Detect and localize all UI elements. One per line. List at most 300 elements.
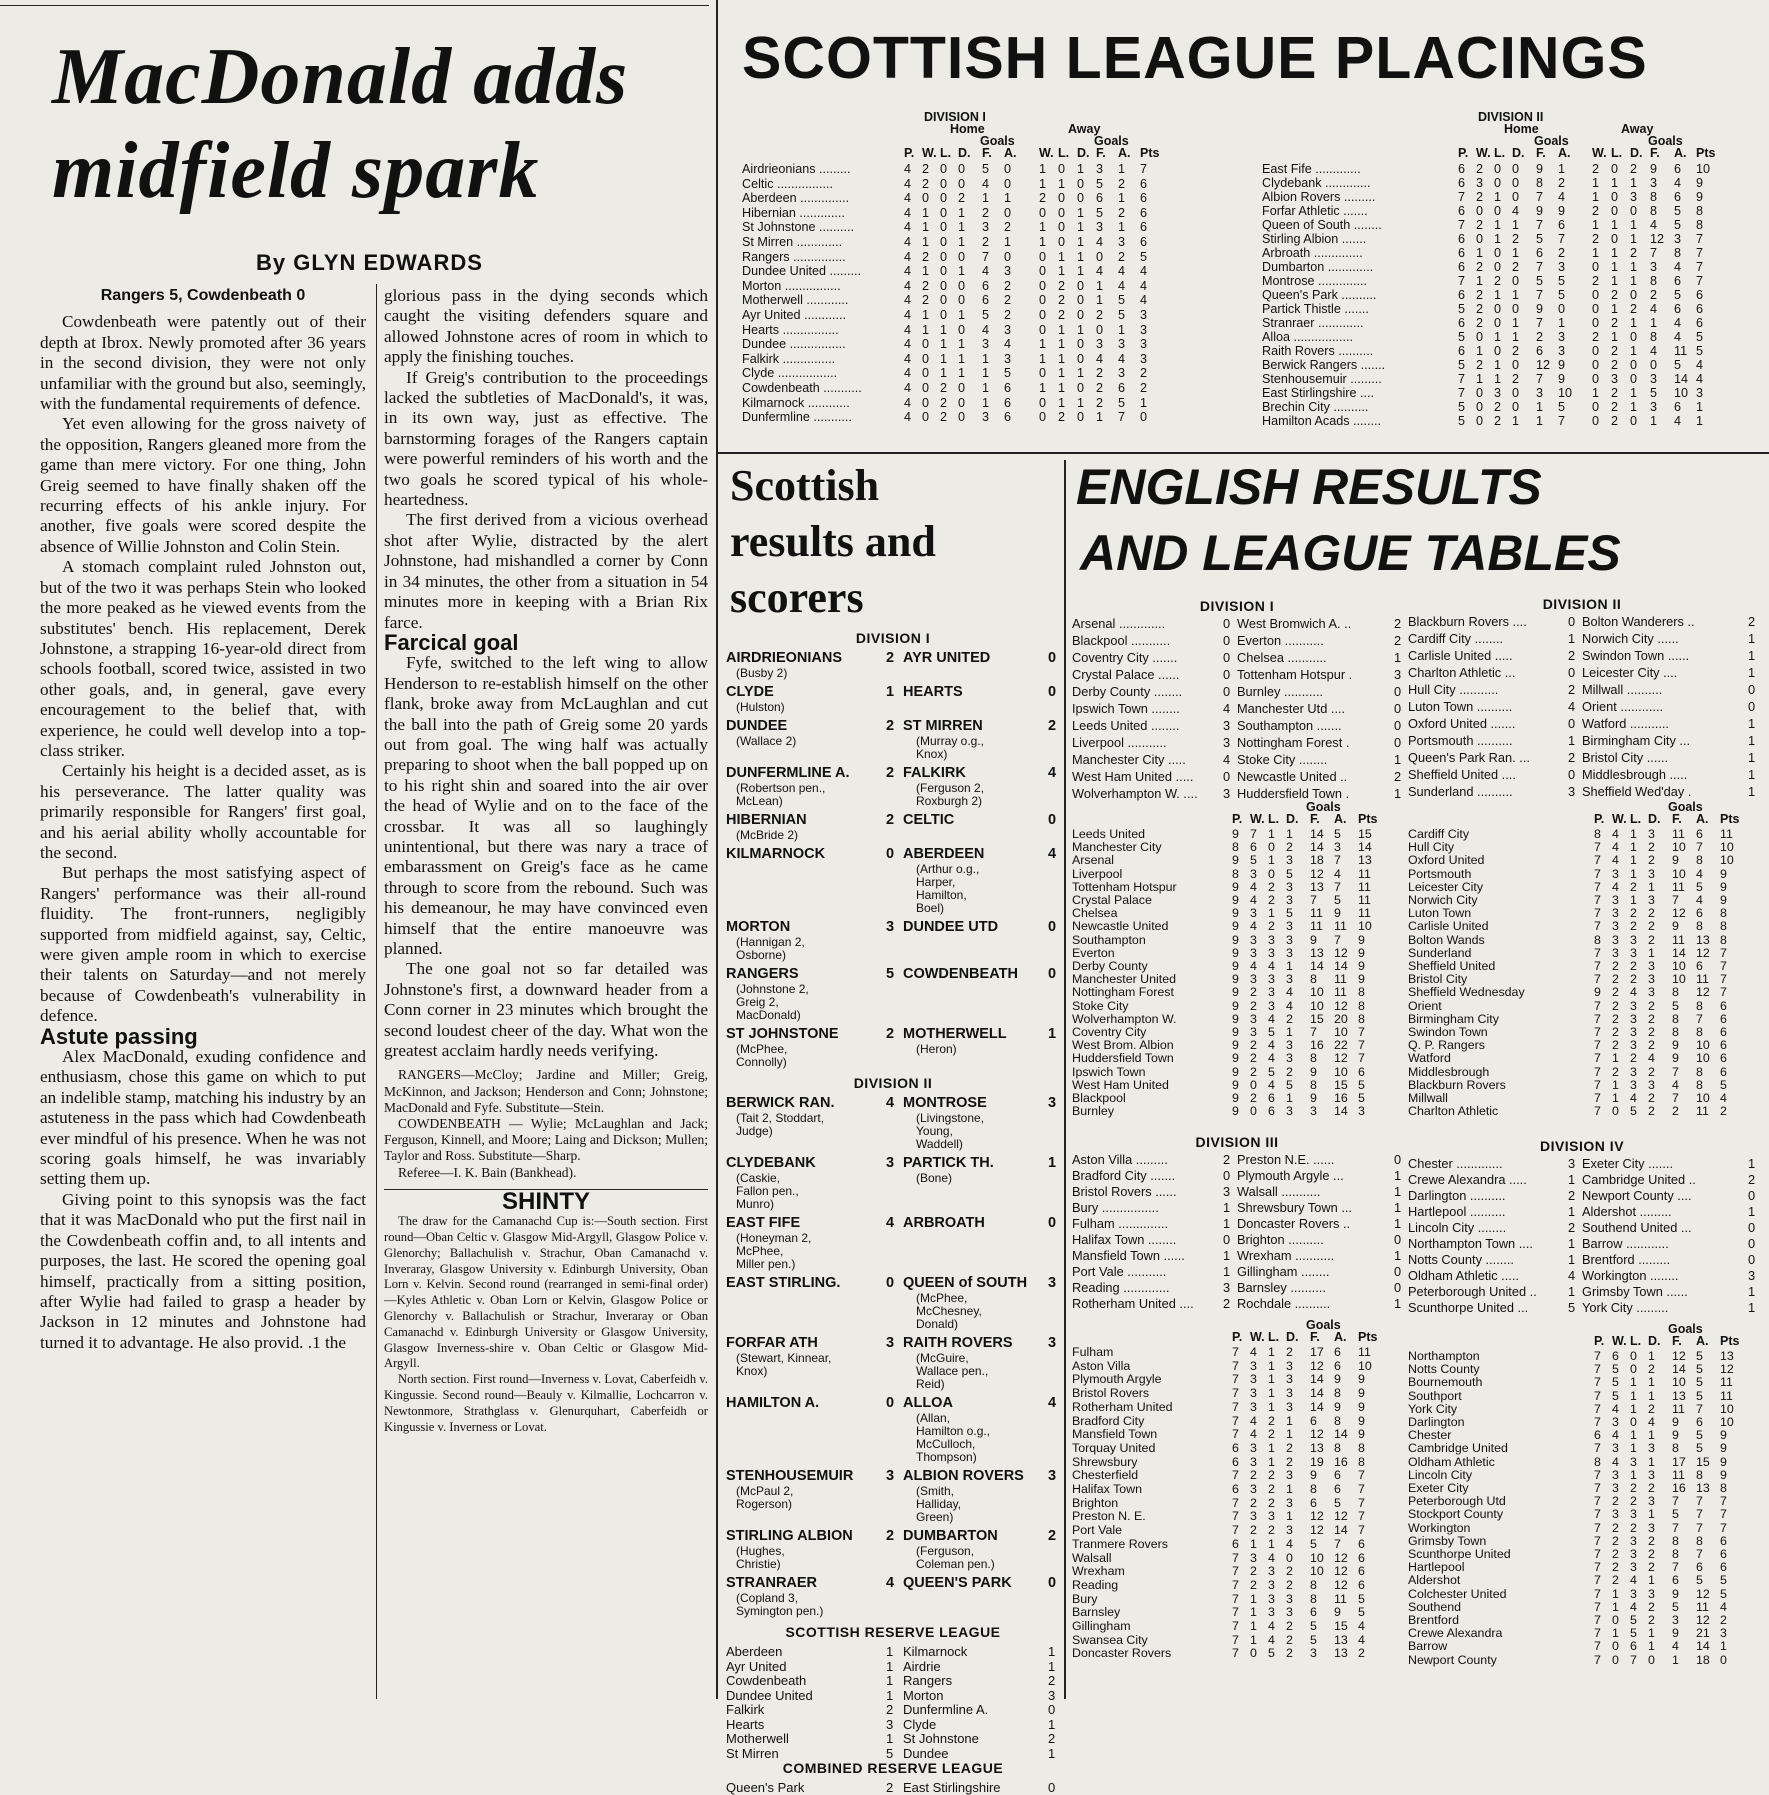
stat-cell: 7	[1720, 1507, 1727, 1522]
stat-cell: 1	[1630, 400, 1638, 414]
away-score: 1	[1048, 1026, 1057, 1042]
stat-cell: 0	[1512, 190, 1520, 204]
team-name: Rotherham United	[1072, 1399, 1173, 1414]
stat-cell: 2	[922, 278, 930, 293]
stat-cell: 3	[982, 337, 990, 352]
stat-cell: 2	[922, 293, 930, 308]
scorer: Judge)	[736, 1124, 773, 1138]
stat-cell: 0	[1494, 204, 1502, 218]
stat-cell: 3	[1630, 1454, 1637, 1469]
home-score: 3	[886, 1716, 894, 1732]
stat-cell: 2	[1250, 1468, 1257, 1483]
stat-cell: 5	[1458, 330, 1466, 344]
home-team: Sunderland ..........	[1408, 784, 1513, 799]
stat-cell: 12	[1334, 1051, 1348, 1066]
stat-cell: 4	[1268, 1051, 1275, 1066]
stat-cell: 6	[1720, 1547, 1727, 1561]
home-score: 2	[886, 1780, 894, 1795]
stat-cell: 6	[1458, 162, 1466, 176]
stat-cell: 5	[1358, 1605, 1365, 1620]
stat-cell: 2	[1630, 162, 1638, 176]
home-team: Ipswich Town ........	[1072, 701, 1180, 716]
stat-cell: 3	[1250, 1372, 1257, 1387]
column-header: L.	[1630, 1334, 1642, 1348]
stat-cell: 6	[1458, 260, 1466, 274]
stat-cell: 2	[1630, 1481, 1637, 1495]
stat-cell: 7	[1696, 1401, 1703, 1416]
home-score: 2	[886, 765, 895, 781]
stat-cell: 9	[1536, 162, 1544, 176]
stat-cell: 10	[1334, 1025, 1348, 1039]
stat-cell: 7	[1232, 1386, 1239, 1401]
stat-cell: 0	[940, 191, 948, 206]
stat-cell: 8	[1720, 932, 1727, 947]
stat-cell: 5	[1458, 302, 1466, 316]
stat-cell: 3	[1250, 1386, 1257, 1401]
home-score: 0	[1568, 716, 1576, 731]
team-name: Cowdenbeath ...........	[742, 381, 862, 395]
team-name: Crewe Alexandra	[1408, 1626, 1503, 1641]
away-team: PARTICK TH.	[903, 1155, 994, 1171]
stat-cell: 12	[1334, 1564, 1348, 1579]
home-team: Dundee United	[726, 1687, 813, 1703]
away-score: 3	[1048, 1275, 1057, 1291]
stat-cell: 8	[1232, 866, 1239, 881]
stat-cell: 0	[1004, 162, 1012, 176]
results-section-title: DIVISION II	[853, 1075, 933, 1091]
stat-cell: 6	[1358, 1577, 1365, 1592]
team-name: Bristol Rovers	[1072, 1386, 1150, 1401]
stat-cell: 2	[1118, 249, 1126, 264]
column-header: D.	[1077, 146, 1090, 160]
stat-cell: 14	[1672, 945, 1686, 960]
away-team: Aldershot .........	[1582, 1204, 1672, 1219]
scorer: (Busby 2)	[736, 666, 788, 680]
stat-cell: 7	[1594, 1091, 1601, 1105]
team-name: West Ham United	[1072, 1077, 1169, 1092]
stat-cell: 7	[1232, 1509, 1239, 1524]
stat-cell: 3	[1630, 1011, 1637, 1026]
home-score: 1	[886, 1673, 894, 1688]
stat-cell: 1	[1512, 288, 1520, 302]
column-header: L.	[940, 146, 952, 160]
stat-cell: 2	[1592, 330, 1600, 344]
stat-cell: 6	[1720, 1064, 1727, 1079]
stat-cell: 1	[1630, 827, 1637, 841]
stat-cell: 1	[1058, 395, 1066, 410]
stat-cell: 4	[1650, 344, 1658, 358]
stat-cell: 1	[1612, 1051, 1619, 1066]
stat-cell: 6	[1140, 176, 1148, 191]
away-score: 1	[1394, 1168, 1402, 1183]
stat-cell: 1	[922, 264, 930, 279]
stat-cell: 9	[1232, 959, 1239, 973]
stat-cell: 6	[1696, 1560, 1703, 1575]
stat-cell: 9	[1672, 1415, 1679, 1429]
stat-cell: 2	[1612, 1038, 1619, 1053]
away-team: ABERDEEN	[903, 846, 985, 862]
scorer: (McPaul 2,	[736, 1484, 794, 1498]
stat-cell: 9	[1696, 176, 1704, 190]
stat-cell: 8	[1696, 1467, 1703, 1482]
stat-cell: 10	[1720, 1415, 1734, 1429]
stat-cell: 6	[1674, 162, 1682, 176]
team-name: Clydebank .............	[1262, 176, 1371, 190]
away-score: 0	[1394, 701, 1402, 716]
stat-cell: 4	[1286, 998, 1293, 1013]
table-row	[742, 337, 1170, 352]
away-team: Plymouth Argyle ...	[1237, 1168, 1344, 1183]
home-team: Derby County ........	[1072, 684, 1183, 699]
home-team: Crewe Alexandra .....	[1408, 1172, 1527, 1187]
stat-cell: 3	[1648, 893, 1655, 907]
stat-cell: 12	[1696, 985, 1710, 1000]
stat-cell: 2	[1118, 176, 1126, 191]
stat-cell: 4	[982, 264, 990, 279]
away-team: Newport County ....	[1582, 1188, 1692, 1203]
team-name: Dundee ................	[742, 337, 846, 352]
team-name: Hearts ................	[742, 322, 839, 337]
stat-cell: 7	[1232, 1345, 1239, 1359]
stat-cell: 11	[1720, 827, 1733, 841]
stat-cell: 12	[1334, 945, 1348, 960]
scorer: Osborne)	[736, 948, 787, 962]
stat-cell: 4	[1358, 1619, 1365, 1633]
team-name: Aston Villa	[1072, 1358, 1131, 1373]
team-name: St Mirren .............	[742, 235, 843, 249]
stat-cell: 3	[1358, 1104, 1365, 1119]
stat-cell: 5	[1334, 893, 1341, 907]
stat-cell: 2	[1630, 1494, 1637, 1509]
stat-cell: 1	[1630, 344, 1638, 358]
stat-cell: 3	[1286, 1523, 1293, 1538]
stat-cell: 3	[1268, 1509, 1275, 1524]
stat-cell: 7	[1594, 866, 1601, 881]
stat-cell: 7	[1594, 893, 1601, 907]
stat-cell: 0	[1096, 322, 1104, 337]
article-paragraph: Fyfe, switched to the left wing to allow Henderson to re-establish himself on the other flank, broke away from McLaughlan and cut the ball into the path of Greig some 20 yards out from goal. The wing half was actually preparing to shoot when the ball popped up on to his right shin and soared into the air over the head of Wylie and on to the face of the crossbar. It was all so laughingly unintentional, but there was nary a trace of embarassment on Greig's face as he came through to score from the rebound. Such was his demeanour, he may have convinced even himself that the entire manoeuvre was planned.	[384, 653, 708, 958]
stat-cell: 12	[1334, 1577, 1348, 1592]
home-team: Liverpool ...........	[1072, 735, 1167, 750]
table-row	[1262, 386, 1726, 400]
stat-cell: 10	[1672, 959, 1686, 973]
stat-cell: 1	[1058, 249, 1066, 264]
results-section-title: DIVISION IV	[1539, 1138, 1625, 1154]
stat-cell: 2	[982, 235, 990, 249]
team-name: Newport County	[1408, 1652, 1497, 1667]
stat-cell: 2	[1250, 1091, 1257, 1105]
stat-cell: 2	[1648, 998, 1655, 1013]
stat-cell: 4	[1268, 1619, 1275, 1633]
results-section-title: DIVISION I	[1199, 598, 1275, 614]
stat-cell: 1	[1494, 372, 1502, 386]
stat-cell: 2	[1004, 278, 1012, 293]
stat-cell: 1	[1039, 162, 1047, 176]
team-name: Clyde .................	[742, 366, 838, 381]
stat-cell: 9	[1358, 1386, 1365, 1401]
stat-cell: 5	[1118, 308, 1126, 322]
stat-cell: 3	[1286, 1468, 1293, 1483]
stat-cell: 1	[1286, 1427, 1293, 1442]
team-name: Manchester United	[1072, 972, 1176, 987]
stat-cell: 8	[1358, 1011, 1365, 1026]
stat-cell: 3	[1268, 985, 1275, 1000]
stat-cell: 3	[1612, 1467, 1619, 1482]
stat-cell: 1	[982, 381, 990, 395]
stat-cell: 4	[1268, 1011, 1275, 1026]
stat-cell: 9	[1232, 1091, 1239, 1105]
stat-cell: 7	[1696, 1011, 1703, 1026]
stat-cell: 9	[1650, 162, 1658, 176]
stat-cell: 0	[958, 162, 966, 176]
stat-cell: 9	[1334, 1372, 1341, 1387]
stat-cell: 5	[1268, 1064, 1275, 1079]
stat-cell: 11	[1310, 906, 1323, 921]
stat-cell: 3	[1268, 998, 1275, 1013]
home-score: 4	[886, 1095, 895, 1111]
stat-cell: 3	[1558, 260, 1566, 274]
stat-cell: 0	[1512, 386, 1520, 400]
stat-cell: 2	[1268, 919, 1275, 934]
column-header: W.	[1612, 812, 1627, 826]
stat-cell: 6	[1268, 1091, 1275, 1105]
stat-cell: 1	[1286, 1091, 1293, 1105]
stat-cell: 6	[1458, 176, 1466, 190]
team-name: Norwich City	[1408, 893, 1478, 907]
stat-cell: 2	[1250, 1577, 1257, 1592]
team-name: Nottingham Forest	[1072, 985, 1174, 1000]
team-name: Sheffield Wednesday	[1408, 985, 1525, 1000]
away-score: 3	[1748, 1268, 1756, 1283]
stat-cell: 4	[982, 176, 990, 191]
home-score: 1	[1223, 1248, 1231, 1263]
stat-cell: 1	[1592, 246, 1600, 260]
stat-cell: 14	[1310, 959, 1324, 973]
team-name: Portsmouth	[1408, 866, 1472, 881]
stat-cell: 7	[1334, 853, 1341, 868]
table-row	[742, 162, 1170, 177]
stat-cell: 0	[1476, 400, 1484, 414]
stat-cell: 4	[1612, 1401, 1619, 1416]
away-team: Tottenham Hotspur .	[1237, 667, 1353, 682]
stat-cell: 1	[1611, 274, 1619, 288]
stat-cell: 7	[1458, 190, 1466, 204]
stat-cell: 1	[1096, 293, 1104, 308]
stat-cell: 3	[1250, 1550, 1257, 1565]
stat-cell: 9	[1232, 1077, 1239, 1092]
stat-cell: 1	[1648, 1639, 1655, 1654]
stat-cell: 3	[1612, 866, 1619, 881]
away-score: 0	[1394, 735, 1402, 750]
team-name: Bournemouth	[1408, 1375, 1483, 1390]
stat-cell: 10	[1696, 1091, 1710, 1105]
stat-cell: 1	[1592, 190, 1600, 204]
team-name: Luton Town	[1408, 906, 1472, 921]
stat-cell: 3	[982, 410, 990, 425]
stat-cell: 2	[1250, 1523, 1257, 1538]
team-name: Tranmere Rovers	[1072, 1536, 1168, 1551]
stat-cell: 18	[1696, 1652, 1710, 1667]
goals-label: Goals	[1668, 800, 1703, 814]
stat-cell: 3	[1096, 162, 1104, 176]
stat-cell: 2	[1268, 1427, 1275, 1442]
stat-cell: 3	[1612, 919, 1619, 934]
stat-cell: 11	[1358, 893, 1371, 907]
stat-cell: 1	[1512, 316, 1520, 330]
stat-cell: 4	[982, 322, 990, 337]
column-header: Pts	[1358, 1330, 1378, 1344]
column-header: W.	[1612, 1334, 1627, 1348]
away-team: Preston N.E. ......	[1237, 1152, 1335, 1167]
headline-line-1: MacDonald adds	[52, 33, 629, 121]
table-row	[742, 206, 1170, 221]
stat-cell: 3	[1674, 232, 1682, 246]
stat-cell: 9	[1310, 1064, 1317, 1079]
away-score: 1	[1748, 750, 1756, 765]
stat-cell: 1	[1611, 330, 1619, 344]
stat-cell: 7	[1594, 1520, 1601, 1535]
stat-cell: 0	[1250, 1104, 1257, 1119]
column-header: W.	[1039, 146, 1054, 160]
home-score: 2	[1568, 1220, 1576, 1235]
stat-cell: 10	[1358, 919, 1372, 934]
away-score: 1	[1048, 1716, 1056, 1732]
column-header: P.	[1232, 812, 1243, 826]
english-heading-2: AND LEAGUE TABLES	[1080, 525, 1621, 581]
away-team: Leicester City ....	[1582, 665, 1678, 680]
home-team: HIBERNIAN	[726, 812, 807, 828]
stat-cell: 6	[1674, 302, 1682, 316]
team-name: Stirling Albion .......	[1262, 232, 1367, 246]
stat-cell: 2	[1536, 330, 1544, 344]
stat-cell: 4	[1096, 351, 1104, 366]
away-team: St Johnstone	[903, 1731, 979, 1746]
stat-cell: 2	[1096, 366, 1104, 381]
stat-cell: 13	[1696, 932, 1710, 947]
away-team: Nottingham Forest .	[1237, 735, 1350, 750]
stat-cell: 1	[1118, 220, 1126, 235]
stat-cell: 0	[1058, 205, 1066, 220]
stat-cell: 0	[1077, 308, 1085, 322]
stat-cell: 1	[1268, 1454, 1275, 1469]
team-name: Wrexham	[1072, 1564, 1125, 1579]
stat-cell: 5	[1536, 274, 1544, 288]
table-row	[1262, 400, 1726, 414]
stat-cell: 9	[1558, 204, 1566, 218]
home-score: 4	[1568, 1268, 1576, 1283]
stat-cell: 2	[1476, 190, 1484, 204]
stat-cell: 4	[904, 220, 912, 235]
stat-cell: 1	[1058, 366, 1066, 381]
column-header: P.	[1594, 812, 1605, 826]
home-team: Northampton Town ....	[1408, 1236, 1533, 1251]
stat-cell: 3	[1310, 1104, 1317, 1119]
stat-cell: 7	[1536, 288, 1544, 302]
stat-cell: 2	[1612, 1547, 1619, 1561]
stat-cell: 4	[1674, 330, 1682, 344]
stat-cell: 2	[1268, 1413, 1275, 1428]
stat-cell: 4	[1696, 372, 1704, 386]
away-team: Cambridge United ..	[1582, 1172, 1696, 1187]
home-score: 0	[886, 1275, 895, 1291]
stat-cell: 5	[1558, 400, 1566, 414]
stat-cell: 0	[1612, 1652, 1619, 1667]
stat-cell: 7	[1358, 1482, 1365, 1496]
column-header: L.	[1494, 146, 1506, 160]
stat-cell: 7	[1310, 893, 1317, 907]
away-score: 1	[1748, 1156, 1756, 1171]
team-name: Chelsea	[1072, 906, 1118, 921]
home-team: Darlington ..........	[1408, 1188, 1506, 1203]
away-team: Wrexham ...........	[1237, 1248, 1335, 1263]
stat-cell: 10	[1310, 985, 1324, 1000]
stat-cell: 1	[1494, 232, 1502, 246]
stat-cell: 1	[1650, 316, 1658, 330]
column-header: A.	[1118, 146, 1131, 160]
stat-cell: 3	[1611, 372, 1619, 386]
table-row	[1262, 176, 1726, 190]
scorer: (Allan,	[916, 1411, 951, 1425]
team-name: Notts County	[1408, 1362, 1480, 1377]
goals-label: Goals	[1306, 1318, 1341, 1332]
stat-cell: 2	[922, 162, 930, 176]
stat-cell: 11	[1358, 906, 1371, 921]
stat-cell: 7	[1594, 853, 1601, 868]
stat-cell: 2	[1630, 972, 1637, 987]
home-team: Oldham Athletic .....	[1408, 1268, 1519, 1283]
scorer: MacDonald)	[736, 1008, 801, 1022]
stat-cell: 4	[904, 351, 912, 366]
goals-label: Goals	[1306, 800, 1341, 814]
home-team: Luton Town ..........	[1408, 699, 1513, 714]
stat-cell: 1	[1648, 1349, 1655, 1363]
stat-cell: 2	[1250, 1495, 1257, 1510]
stat-cell: 10	[1672, 1375, 1686, 1390]
column-header: Pts	[1720, 1334, 1740, 1348]
stat-cell: 7	[1594, 1051, 1601, 1066]
team-name: Manchester City	[1072, 840, 1162, 855]
stat-cell: 0	[1512, 358, 1520, 372]
stat-cell: 10	[1720, 840, 1734, 855]
home-score: 3	[1223, 735, 1231, 750]
stat-cell: 2	[1648, 1025, 1655, 1039]
stat-cell: 4	[1720, 1599, 1727, 1614]
subhead-astute-passing: Astute passing	[40, 1023, 198, 1049]
home-team: Leeds United ........	[1072, 718, 1180, 733]
stat-cell: 5	[1310, 1632, 1317, 1647]
stat-cell: 9	[1232, 879, 1239, 894]
stat-cell: 8	[1358, 985, 1365, 1000]
stat-cell: 0	[958, 249, 966, 264]
stat-cell: 1	[1039, 351, 1047, 366]
away-score: 0	[1048, 812, 1057, 828]
stat-cell: 9	[1310, 932, 1317, 947]
lineup-paragraph: Referee—I. K. Bain (Bankhead).	[398, 1164, 577, 1180]
stat-cell: 1	[1250, 1619, 1257, 1633]
stat-cell: 3	[1118, 337, 1126, 352]
stat-cell: 6	[1696, 288, 1704, 302]
home-score: 3	[886, 919, 895, 935]
stat-cell: 5	[1674, 218, 1682, 232]
stat-cell: 6	[1358, 1536, 1365, 1551]
stat-cell: 9	[1358, 1372, 1365, 1387]
stat-cell: 6	[1140, 220, 1148, 235]
stat-cell: 1	[1004, 191, 1012, 206]
stat-cell: 6	[1310, 1605, 1317, 1620]
stat-cell: 1	[1592, 218, 1600, 232]
scorer: Roxburgh 2)	[916, 794, 983, 808]
stat-cell: 2	[1140, 366, 1148, 381]
